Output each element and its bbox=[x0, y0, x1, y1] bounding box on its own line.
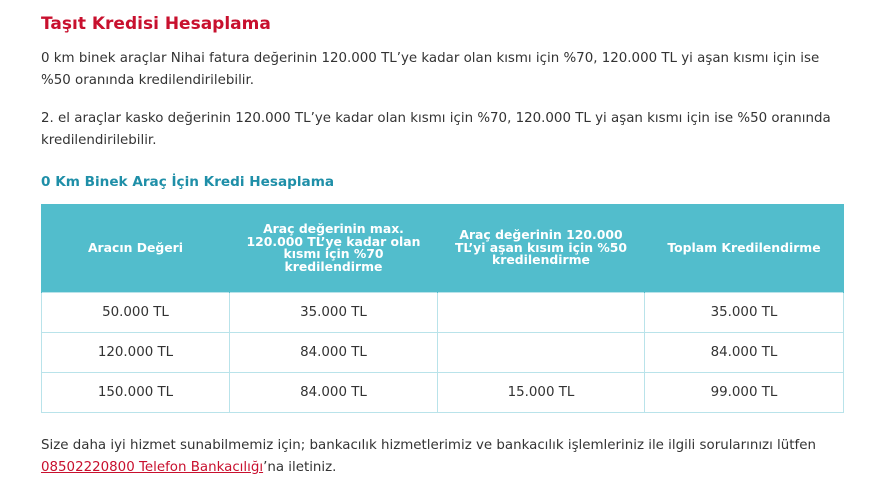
new-cars-paragraph: 0 km binek araçlar Nihai fatura değerinin 120.000 TL’ye kadar olan kısmı için %70, 120.000 TL yi aşan kısmı için ise %50 oranında kredilendirilebilir. bbox=[41, 51, 820, 88]
footer-text-before: Size daha iyi hizmet sunabilmemiz için; bankacılık hizmetlerimiz ve bankacılık işlemleriniz ile ilgili sorularınızı lütfen bbox=[41, 438, 816, 453]
header-vehicle-value: Aracın Değeri bbox=[42, 204, 230, 293]
page-title: Taşıt Kredisi Hesaplama bbox=[41, 14, 271, 34]
cell-vehicle-value: 50.000 TL bbox=[42, 293, 230, 333]
cell-total-credit: 84.000 TL bbox=[645, 333, 844, 373]
header-credit-70: Araç değerinin max. 120.000 TL’ye kadar olan kısmı için %70 kredilendirme bbox=[230, 204, 438, 293]
table-row bbox=[42, 373, 844, 413]
footer-text-after: ’na iletiniz. bbox=[263, 460, 337, 475]
table-header-row bbox=[42, 204, 844, 293]
cell-credit-50: 15.000 TL bbox=[438, 373, 645, 413]
cell-credit-70: 84.000 TL bbox=[230, 333, 438, 373]
header-credit-50: Araç değerinin 120.000 TL’yi aşan kısım için %50 kredilendirme bbox=[438, 204, 645, 293]
footer-note bbox=[41, 435, 861, 479]
phone-banking-link[interactable]: 08502220800 Telefon Bankacılığı bbox=[41, 460, 264, 475]
cell-total-credit: 35.000 TL bbox=[645, 293, 844, 333]
table-body bbox=[42, 293, 844, 413]
cell-total-credit: 99.000 TL bbox=[645, 373, 844, 413]
used-cars-paragraph: 2. el araçlar kasko değerinin 120.000 TL’ye kadar olan kısmı için %70, 120.000 TL yi aşan kısmı için ise %50 oranında kredilendirilebilir. bbox=[41, 111, 831, 148]
cell-credit-70: 35.000 TL bbox=[230, 293, 438, 333]
section-subtitle: 0 Km Binek Araç İçin Kredi Hesaplama bbox=[41, 174, 335, 190]
table-row bbox=[42, 333, 844, 373]
table-row bbox=[42, 293, 844, 333]
cell-credit-70: 84.000 TL bbox=[230, 373, 438, 413]
cell-vehicle-value: 150.000 TL bbox=[42, 373, 230, 413]
header-total-credit: Toplam Kredilendirme bbox=[645, 204, 844, 293]
table-header bbox=[42, 204, 844, 293]
cell-vehicle-value: 120.000 TL bbox=[42, 333, 230, 373]
credit-calculation-table bbox=[41, 204, 844, 413]
cell-credit-50 bbox=[438, 293, 645, 333]
cell-credit-50 bbox=[438, 333, 645, 373]
